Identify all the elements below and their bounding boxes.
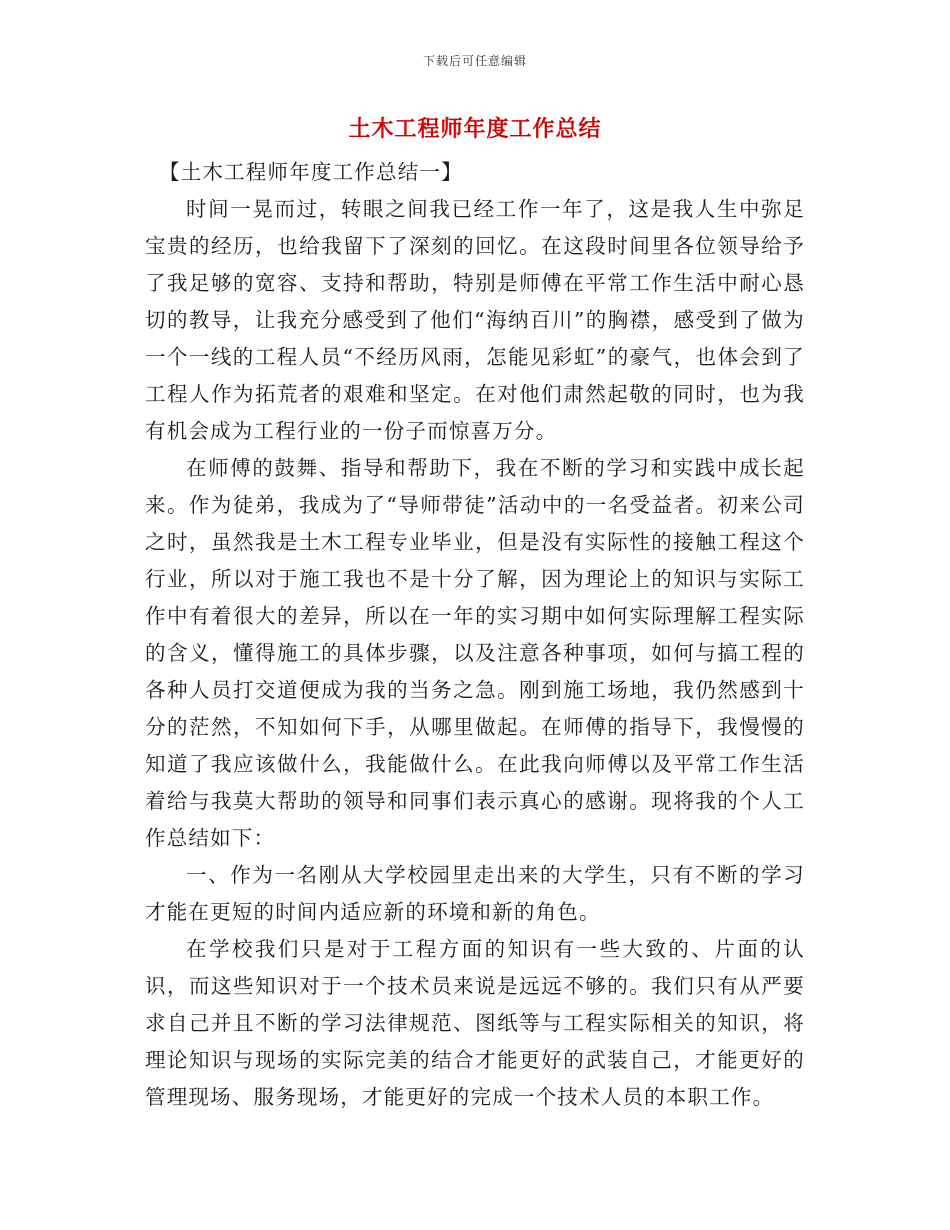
paragraph-4: 在学校我们只是对于工程方面的知识有一些大致的、片面的认识，而这些知识对于一个技术员来说是远远不够的。我们只有从严要求自己并且不断的学习法律规范、图纸等与工程实际相关的知识，将理论知识与现场的实际完美的结合才能更好的武装自己，才能更好的管理现场、服务现场，才能更好的完成一个技术人员的本职工作。 [145, 937, 805, 1109]
document-title: 土木工程师年度工作总结 [348, 117, 602, 142]
section-heading: 【土木工程师年度工作总结一】 [159, 160, 463, 184]
document-body [145, 154, 805, 1116]
page-header-note: 下载后可任意编辑 [422, 54, 527, 68]
paragraph-1: 时间一晃而过，转眼之间我已经工作一年了，这是我人生中弥足宝贵的经历，也给我留下了深刻的回忆。在这段时间里各位领导给予了我足够的宽容、支持和帮助，特别是师傅在平常工作生活中耐心恳切的教导，让我充分感受到了他们“海纳百川”的胸襟，感受到了做为一个一线的工程人员“不经历风雨，怎能见彩虹”的豪气，也体会到了工程人作为拓荒者的艰难和坚定。在对他们肃然起敬的同时，也为我有机会成为工程行业的一份子而惊喜万分。 [145, 197, 805, 443]
paragraph-2: 在师傅的鼓舞、指导和帮助下，我在不断的学习和实践中成长起来。作为徒弟，我成为了“导师带徒”活动中的一名受益者。初来公司之时，虽然我是土木工程专业毕业，但是没有实际性的接触工程这个行业，所以对于施工我也不是十分了解，因为理论上的知识与实际工作中有着很大的差异，所以在一年的实习期中如何实际理解工程实际的含义，懂得施工的具体步骤，以及注意各种事项，如何与搞工程的各种人员打交道便成为我的当务之急。刚到施工场地，我仍然感到十分的茫然，不知如何下手，从哪里做起。在师傅的指导下，我慢慢的知道了我应该做什么，我能做什么。在此我向师傅以及平常工作生活着给与我莫大帮助的领导和同事们表示真心的感谢。现将我的个人工作总结如下： [145, 456, 805, 850]
paragraph-3: 一、作为一名刚从大学校园里走出来的大学生，只有不断的学习才能在更短的时间内适应新的环境和新的角色。 [145, 863, 805, 924]
